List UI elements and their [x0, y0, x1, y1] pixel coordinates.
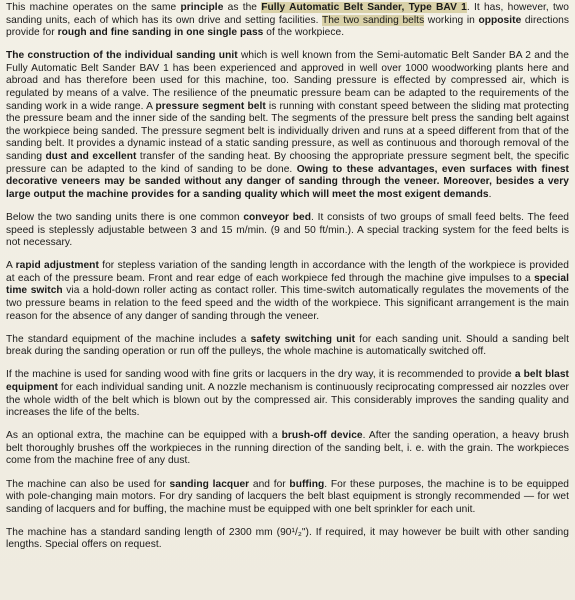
bold-text: buffing: [289, 478, 325, 490]
text-run: as the: [223, 2, 262, 13]
text-run: This machine operates on the same: [6, 2, 181, 13]
text-run: of the workpiece.: [263, 27, 345, 39]
paragraph: [6, 369, 569, 419]
text-run: If the machine is used for sanding wood with fine grits or lacquers in the dry way, it is recommended to provide: [6, 369, 515, 381]
text-run: . It has, however, two sanding units, each of which has its own drive and setting facilities.: [6, 2, 570, 26]
text-run: for each individual sanding unit. A nozzle mechanism is continuously reciprocating compressed air nozzles over the whole width of the belt which is blown out by the compressed air. This considerably improves the sanding quality and increases the life of the belts.: [6, 381, 569, 419]
text-run: which is well known from the Semi-automatic Belt Sander BA 2 and the Fully Automatic Belt Sander BAV 1 has been experienced and approved in well over 1000 woodworking plants here and abroad and has therefore been used for this machine, too. Sanding pressure is effected by compressed air, which is regulated by means of a valve. The resilience of the pneumatic pressure beam can be adapted to the requirements of the sanding work in a wide range. A: [6, 50, 569, 112]
bold-text: opposite: [478, 14, 522, 26]
bold-text: principle: [180, 2, 224, 13]
text-run: transfer of the sanding heat. By choosing the appropriate pressure segment belt, the specific pressure can be adapted to the kind of sanding to be done.: [6, 151, 569, 175]
text-run: . For these purposes, the machine is to be equipped with pole-changing main motors. For dry sanding of lacquers the belt blast equipment is strongly recommended — for wet sanding of lacquers and for buffing, the machine must be equipped with one belt sprinkler for each unit.: [6, 478, 570, 515]
bold-text: sanding lacquer: [169, 478, 250, 490]
paragraph: [6, 50, 569, 201]
paragraph: [6, 212, 569, 250]
bold-text: brush-off device: [281, 430, 363, 442]
text-body: [6, 2, 569, 552]
text-run: . After the sanding operation, a heavy brush belt thoroughly brushes off the workpieces in the running direction of the sanding belt, i. e. with the grain. The workpieces come from the machine free of any dust.: [6, 430, 569, 467]
text-run: The standard equipment of the machine includes a: [6, 333, 251, 345]
bold-text: safety switching unit: [250, 333, 356, 345]
text-run: for each sanding unit. Should a sanding belt break during the sanding operation or run off the pulleys, the whole machine is automatically switched off.: [6, 333, 569, 358]
paragraph: [6, 2, 569, 40]
text-run: for stepless variation of the sanding length in accordance with the length of the workpiece is provided at each of the pressure beam. Front and rear edge of each workpiece fed through the machine give impulses to a: [6, 260, 569, 284]
paragraph: [6, 527, 569, 552]
text-run: Below the two sanding units there is one common: [6, 211, 244, 223]
paragraph: [6, 430, 569, 468]
text-run: working in: [424, 14, 479, 26]
bold-text: The: [6, 50, 28, 62]
text-run: The two sanding belts: [321, 14, 425, 26]
bold-text: special time switch: [6, 272, 569, 297]
bold-text: Owing to these advantages, even surfaces with finest decorative veneers may be sanded without any danger of sanding through the veneer. Moreover, besides a very large output the machine provides for a sanding quality which will meet the most exigent demands: [6, 163, 569, 200]
text-run: is running with constant speed between the sliding mat protecting the pressure beam and the inner side of the sanding belt. The segments of the pressure belt press the sanding belt against the workpiece being sanded. The pressure segment belt is individually driven and runs at a speed different from that of the sanding belt. It provides a dynamic instead of a static sanding pressure, as well as continuous and thorough removal of the sanding: [6, 100, 569, 163]
text-run: directions provide for: [6, 14, 570, 39]
bold-text: a belt blast equipment: [6, 369, 570, 393]
text-run: As an optional extra, the machine can be equipped with a: [6, 430, 282, 442]
bold-text: Fully Automatic Belt Sander, Type BAV 1: [261, 2, 467, 13]
bold-text: dust and excellent: [45, 151, 137, 163]
text-run: . It consists of two groups of small feed belts. The feed speed is steplessly adjustable between 3 and 15 m/min. (9 and 50 ft/min.). A special tracking system for the feed belts is not necessary.: [6, 211, 570, 249]
text-run: .: [488, 188, 492, 200]
paragraph: [6, 260, 569, 323]
text-run: The machine can also be used for: [6, 478, 170, 490]
bold-text: pressure segment belt: [155, 100, 266, 112]
paragraph: [6, 334, 569, 359]
text-run: A: [6, 260, 16, 272]
text-run: The machine has a standard sanding length of 2300 mm (90¹/₂"). If required, it may however be built with other sanding lengths. Special offers on request.: [6, 526, 569, 551]
bold-text: conveyor bed: [243, 211, 312, 223]
paragraph: [6, 479, 569, 517]
text-run: via a hold-down roller acting as contact roller. This time-switch automatically regulates the movements of the two pressure beams in relation to the feed speed and the width of the workpiece. This significant arrangement is the main reason for the absence of any danger of sanding through the veneer.: [6, 285, 570, 322]
bold-text: construction of the individual sanding unit: [27, 50, 238, 62]
bold-text: rough and fine sanding in one single pass: [57, 27, 264, 39]
text-run: and for: [249, 478, 290, 490]
bold-text: rapid adjustment: [15, 260, 99, 272]
